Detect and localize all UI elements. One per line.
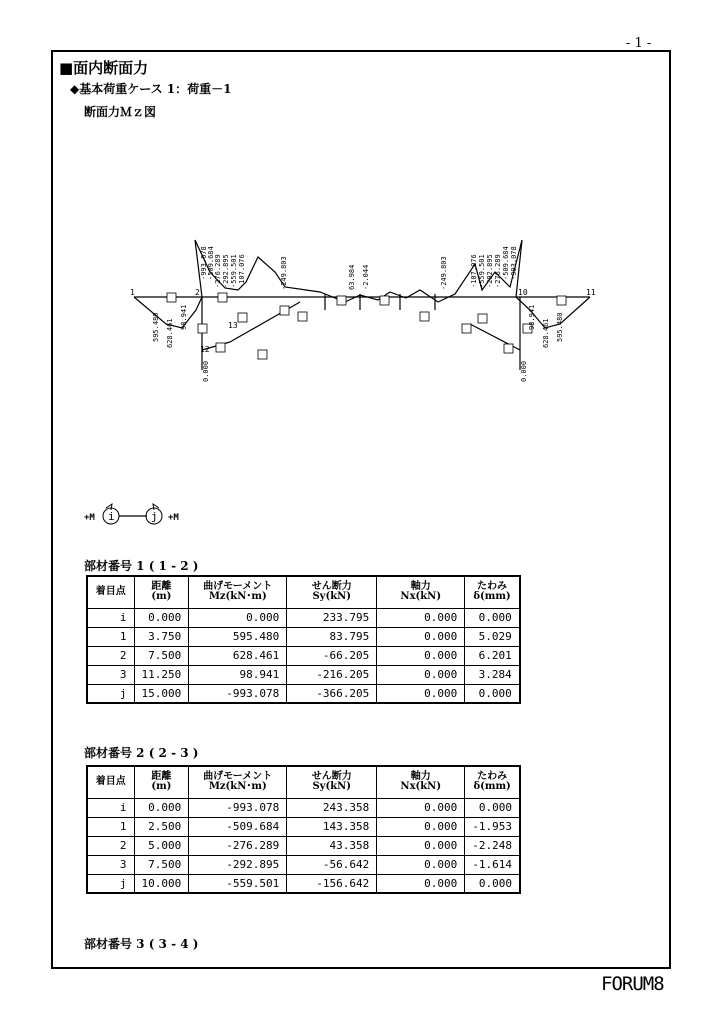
moment-diagram [120, 232, 600, 382]
table-cell: -2.248 [465, 836, 520, 855]
plus-m-label-left: +M [84, 513, 95, 523]
table-cell: -56.642 [287, 855, 377, 874]
header-deflection: たわみ δ(mm) [465, 576, 520, 608]
node-label: 1 [130, 288, 135, 297]
table-cell: 1 [87, 627, 134, 646]
table-cell: 2.500 [134, 817, 189, 836]
table-cell: 0.000 [465, 608, 520, 627]
table-cell: 233.795 [287, 608, 377, 627]
table-cell: 5.000 [134, 836, 189, 855]
table-cell: 1 [87, 817, 134, 836]
table-cell: 0.000 [377, 855, 465, 874]
member-1-title: 部材番号 1 ( 1 - 2 ) [84, 559, 199, 573]
table-cell: 3 [87, 665, 134, 684]
table-cell: 3.750 [134, 627, 189, 646]
moment-value: 0.000 [202, 360, 210, 382]
table-cell: 0.000 [377, 646, 465, 665]
table-row [87, 836, 520, 855]
table-cell: 143.358 [287, 817, 377, 836]
table-cell: -276.289 [189, 836, 287, 855]
header-shear: せん断力 Sy(kN) [287, 576, 377, 608]
header-shear: せん断力 Sy(kN) [287, 766, 377, 798]
moment-value: -249.803 [280, 256, 288, 290]
moment-value: -276.289 [494, 254, 502, 288]
table-cell: 0.000 [465, 684, 520, 703]
table-cell: 0.000 [134, 608, 189, 627]
table-cell: -1.614 [465, 855, 520, 874]
header-moment: 曲げモーメント Mz(kN･m) [189, 766, 287, 798]
table-cell: 11.250 [134, 665, 189, 684]
header-moment: 曲げモーメント Mz(kN･m) [189, 576, 287, 608]
header-deflection: たわみ δ(mm) [465, 766, 520, 798]
node-label: 13 [228, 321, 238, 330]
table-cell: 243.358 [287, 798, 377, 817]
table-cell: 10.000 [134, 874, 189, 893]
moment-value: 628.461 [166, 318, 174, 348]
table-cell: 15.000 [134, 684, 189, 703]
table-row [87, 798, 520, 817]
moment-value: -559.501 [230, 254, 238, 288]
member-2-title: 部材番号 2 ( 2 - 3 ) [84, 746, 199, 760]
header-distance: 距離 (m) [134, 766, 189, 798]
table-cell: 0.000 [189, 608, 287, 627]
table-cell: 7.500 [134, 855, 189, 874]
forum8-logo: FORUM8 [601, 973, 664, 995]
moment-value: -107.076 [470, 254, 478, 288]
table-row [87, 627, 520, 646]
table-cell: -509.684 [189, 817, 287, 836]
table-header-row [87, 576, 520, 608]
table-cell: 0.000 [465, 874, 520, 893]
table-header-row [87, 766, 520, 798]
moment-curve-left [134, 240, 202, 328]
header-axial: 軸力 Nx(kN) [377, 766, 465, 798]
table-row [87, 646, 520, 665]
moment-value: 628.461 [542, 318, 550, 348]
table-cell: 628.461 [189, 646, 287, 665]
moment-value: -509.684 [502, 246, 510, 280]
table-cell: -156.642 [287, 874, 377, 893]
moment-value: -559.501 [478, 254, 486, 288]
table-cell: -993.078 [189, 798, 287, 817]
table-cell: -1.953 [465, 817, 520, 836]
section-title: ■面内断面力 [59, 59, 149, 77]
table-cell: 0.000 [377, 608, 465, 627]
node-j-label: j [151, 510, 158, 523]
node-label: 12 [200, 345, 210, 354]
diagram-title: 断面力Ｍｚ図 [84, 105, 157, 119]
member-2-table [86, 765, 521, 894]
moment-value: -249.803 [440, 256, 448, 290]
moment-value: -276.289 [214, 254, 222, 288]
header-point: 着目点 [87, 576, 134, 608]
table-cell: -366.205 [287, 684, 377, 703]
table-row [87, 855, 520, 874]
table-cell: 595.480 [189, 627, 287, 646]
table-cell: i [87, 798, 134, 817]
table-cell: -559.501 [189, 874, 287, 893]
table-cell: 3 [87, 855, 134, 874]
header-axial: 軸力 Nx(kN) [377, 576, 465, 608]
table-cell: -993.078 [189, 684, 287, 703]
table-cell: 7.500 [134, 646, 189, 665]
table-cell: 98.941 [189, 665, 287, 684]
table-cell: 0.000 [377, 874, 465, 893]
table-row [87, 684, 520, 703]
table-row [87, 665, 520, 684]
member-1-table [86, 575, 521, 704]
table-cell: 0.000 [377, 665, 465, 684]
moment-value: 595.480 [152, 312, 160, 342]
header-point: 着目点 [87, 766, 134, 798]
table-cell: 43.358 [287, 836, 377, 855]
page-number: - 1 - [626, 36, 652, 51]
moment-value: -993.078 [200, 246, 208, 280]
plus-m-label-right: +M [168, 513, 179, 523]
header-distance: 距離 (m) [134, 576, 189, 608]
moment-value: 63.984 [348, 264, 356, 290]
table-cell: 83.795 [287, 627, 377, 646]
moment-value: 98.941 [528, 304, 536, 330]
table-cell: 0.000 [377, 817, 465, 836]
moment-value: -292.895 [486, 254, 494, 288]
node-i-label: i [108, 510, 115, 523]
table-cell: 0.000 [377, 798, 465, 817]
moment-value: 595.480 [556, 312, 564, 342]
table-cell: 3.284 [465, 665, 520, 684]
moment-value: -993.078 [510, 246, 518, 280]
table-cell: 0.000 [134, 798, 189, 817]
table-cell: j [87, 874, 134, 893]
table-cell: 0.000 [377, 627, 465, 646]
moment-value: -292.895 [222, 254, 230, 288]
node-label: 2 [195, 288, 200, 297]
table-cell: 0.000 [465, 798, 520, 817]
moment-value: 98.941 [180, 304, 188, 330]
table-row [87, 817, 520, 836]
table-cell: 6.201 [465, 646, 520, 665]
moment-value: -2.044 [362, 264, 370, 290]
load-case-title: ◆基本荷重ケース 1：荷重－1 [70, 82, 232, 96]
table-cell: 2 [87, 646, 134, 665]
table-cell: -292.895 [189, 855, 287, 874]
table-cell: i [87, 608, 134, 627]
table-row [87, 874, 520, 893]
table-cell: 0.000 [377, 684, 465, 703]
moment-value: -509.684 [207, 246, 215, 280]
moment-value: 0.000 [520, 360, 528, 382]
member-3-title: 部材番号 3 ( 3 - 4 ) [84, 937, 199, 951]
node-label: 10 [518, 288, 528, 297]
table-cell: 0.000 [377, 836, 465, 855]
table-cell: -216.205 [287, 665, 377, 684]
sign-convention-legend [84, 497, 194, 537]
table-row [87, 608, 520, 627]
node-label: 11 [586, 288, 596, 297]
table-cell: 2 [87, 836, 134, 855]
moment-value: -107.076 [238, 254, 246, 288]
table-cell: j [87, 684, 134, 703]
table-cell: -66.205 [287, 646, 377, 665]
table-cell: 5.029 [465, 627, 520, 646]
